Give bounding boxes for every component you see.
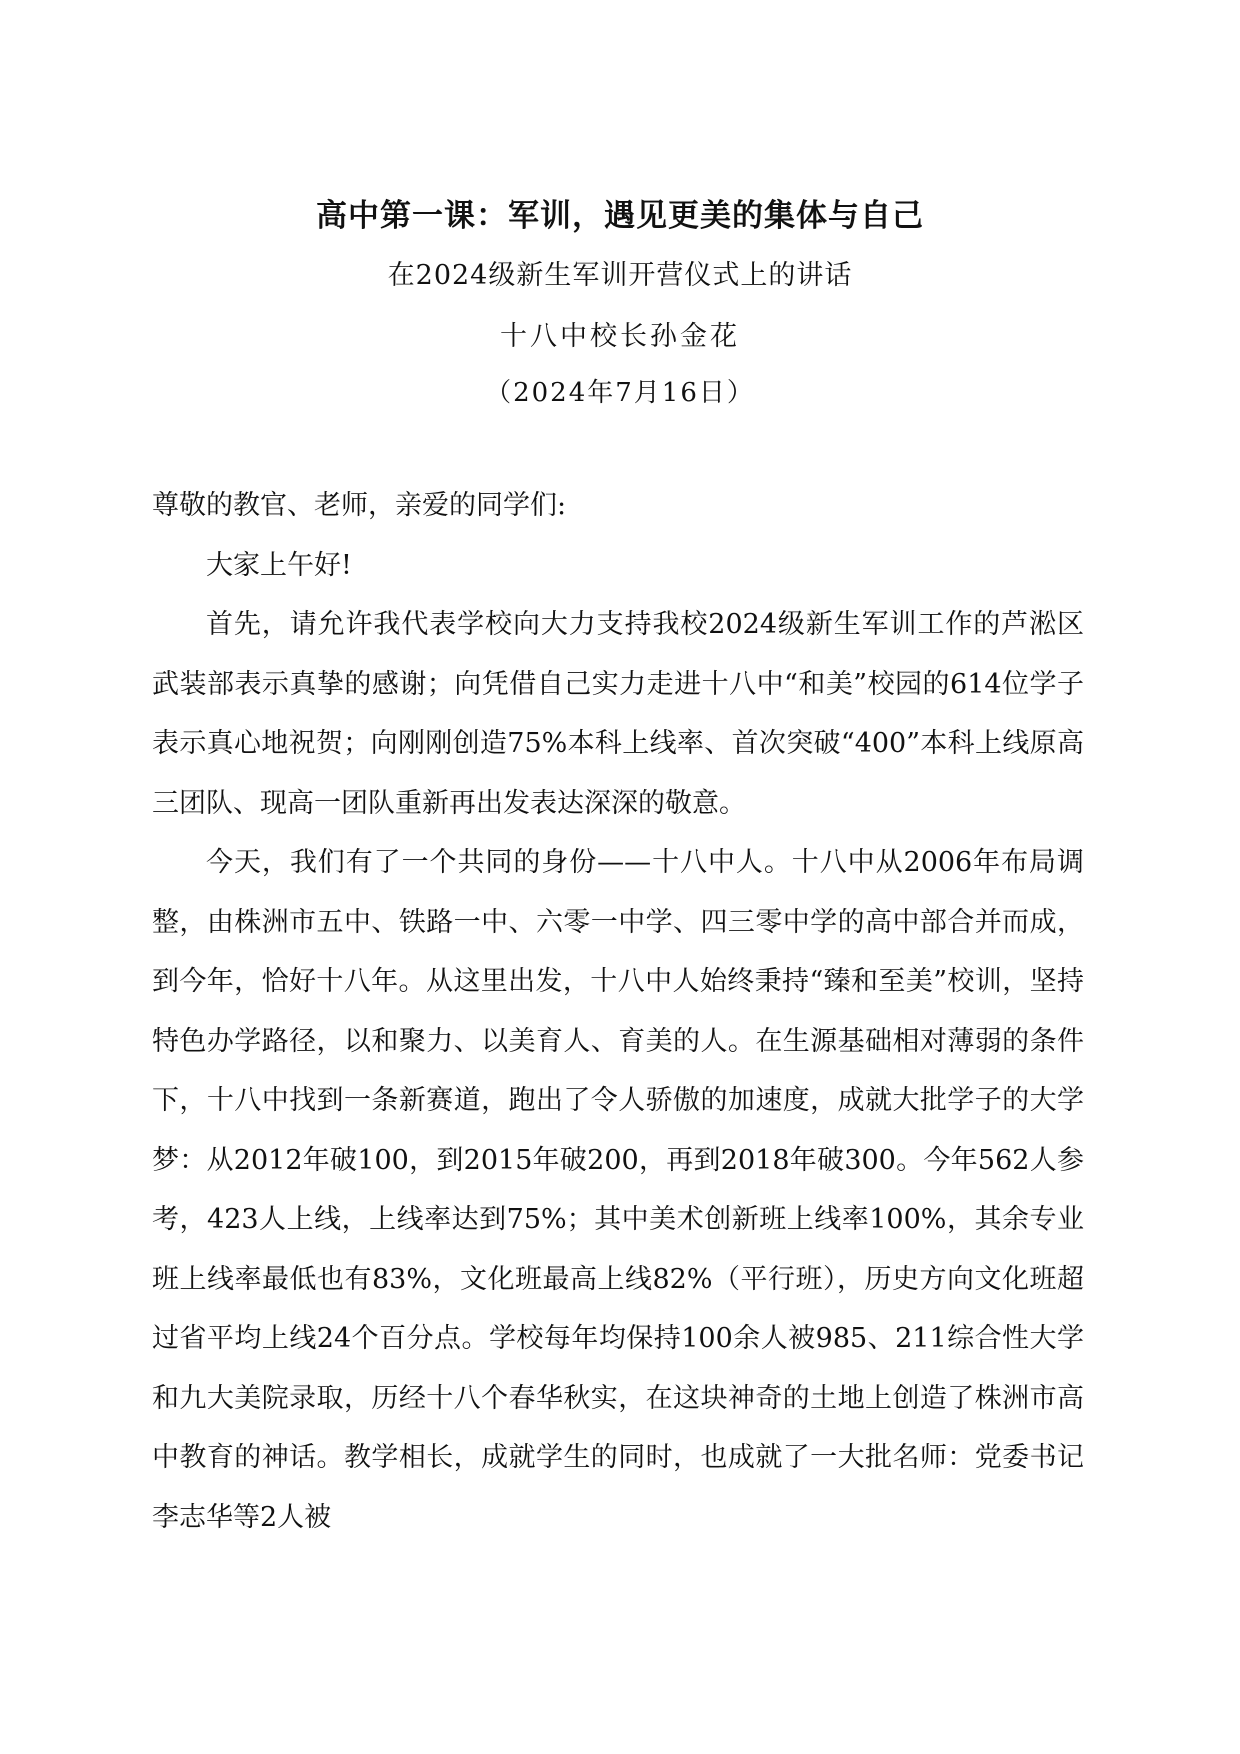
- document-subtitle: 在2024级新生军训开营仪式上的讲话: [387, 260, 853, 291]
- document-date: （2024年7月16日）: [485, 378, 755, 408]
- speech-salutation: 大家上午好!: [206, 549, 352, 581]
- speech-paragraph-1: 首先，请允许我代表学校向大力支持我校2024级新生军训工作的芦淞区武装部表示真挚的感谢；向凭借自己实力走进十八中“和美”校园的614位学子表示真心地祝贺；向刚刚创造75%本科上线率、首次突破“400”本科上线原高三团队、现高一团队重新再出发表达深深的敬意。: [152, 609, 1084, 819]
- document-author: 十八中校长孙金花: [500, 321, 740, 352]
- speech-paragraph-2: 今天，我们有了一个共同的身份——十八中人。十八中从2006年布局调整，由株洲市五中、铁路一中、六零一中学、四三零中学的高中部合并而成，到今年，恰好十八年。从这里出发，十八中人始终秉持“臻和至美”校训，坚持特色办学路径，以和聚力、以美育人、育美的人。在生源基础相对薄弱的条件下，十八中找到一条新赛道，跑出了令人骄傲的加速度，成就大批学子的大学梦：从2012年破100，到2015年破200，再到2018年破300。今年562人参考，423人上线，上线率达到75%；其中美术创新班上线率100%，其余专业班上线率最低也有83%，文化班最高上线82%（平行班），历史方向文化班超过省平均上线24个百分点。学校每年均保持100余人被985、211综合性大学和九大美院录取，历经十八个春华秋实，在这块神奇的土地上创造了株洲市高中教育的神话。教学相长，成就学生的同时，也成就了一大批名师：党委书记李志华等2人被: [152, 847, 1084, 1533]
- document-title: 高中第一课：军训，遇见更美的集体与自己: [316, 198, 924, 234]
- speech-greeting: 尊敬的教官、老师，亲爱的同学们:: [152, 490, 567, 521]
- speech-body: [152, 476, 1084, 1547]
